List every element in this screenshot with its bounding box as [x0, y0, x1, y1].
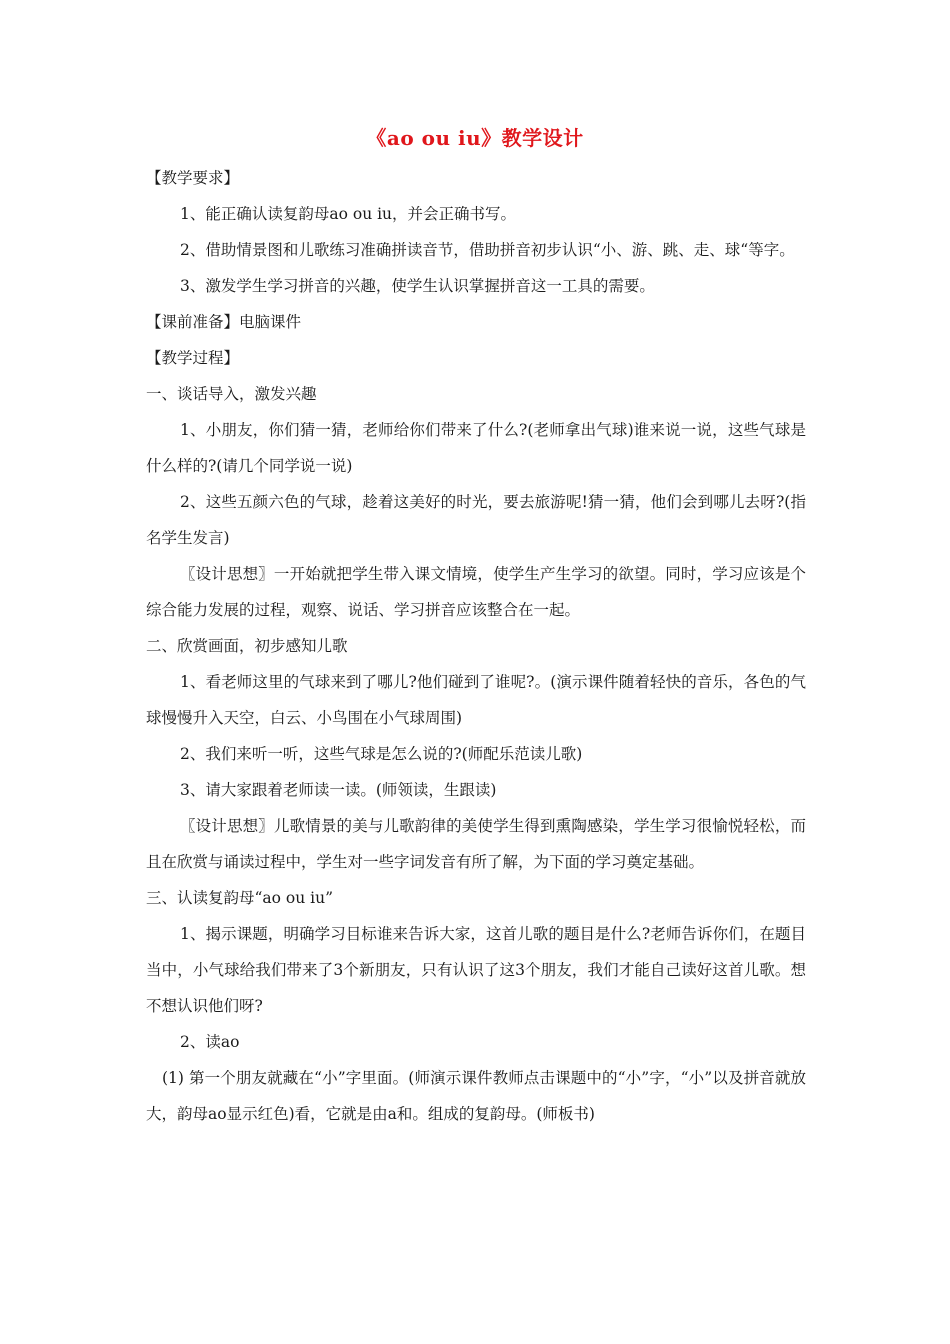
- design-thought-paragraph: 〖设计思想〗一开始就把学生带入课文情境，使学生产生学习的欲望。同时，学习应该是个综合能力发展的过程，观察、说话、学习拼音应该整合在一起。: [146, 565, 806, 619]
- paragraph: 3、激发学生学习拼音的兴趣，使学生认识掌握拼音这一工具的需要。: [180, 277, 655, 295]
- paragraph: 2、借助情景图和儿歌练习准确拼读音节，借助拼音初步认识“小、游、跳、走、球“等字。: [180, 241, 795, 259]
- section-heading-part-2: 二、欣赏画面，初步感知儿歌: [146, 637, 348, 655]
- paragraph: 1、小朋友，你们猜一猜，老师给你们带来了什么?(老师拿出气球)谁来说一说，这些气球是什么样的?(请几个同学说一说): [146, 421, 806, 475]
- paragraph: 3、请大家跟着老师读一读。(师领读，生跟读): [180, 781, 497, 799]
- paragraph: 1、能正确认读复韵母ao ou iu，并会正确书写。: [180, 205, 517, 223]
- section-heading-part-1: 一、谈话导入，激发兴趣: [146, 385, 317, 403]
- document-title: 《ao ou iu》教学设计: [366, 126, 584, 150]
- section-heading-process: 【教学过程】: [146, 349, 240, 367]
- document-body: [146, 160, 806, 1132]
- paragraph: (1) 第一个朋友就藏在“小”字里面。(师演示课件教师点击课题中的“小”字，“小”以及拼音就放大，韵母ao显示红色)看，它就是由a和。组成的复韵母。(师板书): [146, 1069, 806, 1123]
- section-heading-requirements: 【教学要求】: [146, 169, 240, 187]
- paragraph: 1、揭示课题，明确学习目标谁来告诉大家，这首儿歌的题目是什么?老师告诉你们，在题目当中，小气球给我们带来了3个新朋友，只有认识了这3个朋友，我们才能自己读好这首儿歌。想不想认识他们呀?: [146, 925, 806, 1015]
- section-heading-preparation: 【课前准备】电脑课件: [146, 313, 302, 331]
- design-thought-paragraph: 〖设计思想〗儿歌情景的美与儿歌韵律的美使学生得到熏陶感染，学生学习很愉悦轻松，而且在欣赏与诵读过程中，学生对一些字词发音有所了解，为下面的学习奠定基础。: [146, 817, 806, 871]
- paragraph: 2、读ao: [180, 1033, 240, 1051]
- section-heading-part-3: 三、认读复韵母“ao ou iu”: [146, 889, 334, 907]
- paragraph: 1、看老师这里的气球来到了哪儿?他们碰到了谁呢?。(演示课件随着轻快的音乐，各色的气球慢慢升入天空，白云、小鸟围在小气球周围): [146, 673, 806, 727]
- paragraph: 2、我们来听一听，这些气球是怎么说的?(师配乐范读儿歌): [180, 745, 583, 763]
- paragraph: 2、这些五颜六色的气球，趁着这美好的时光，要去旅游呢!猜一猜，他们会到哪儿去呀?(指名学生发言): [146, 493, 806, 547]
